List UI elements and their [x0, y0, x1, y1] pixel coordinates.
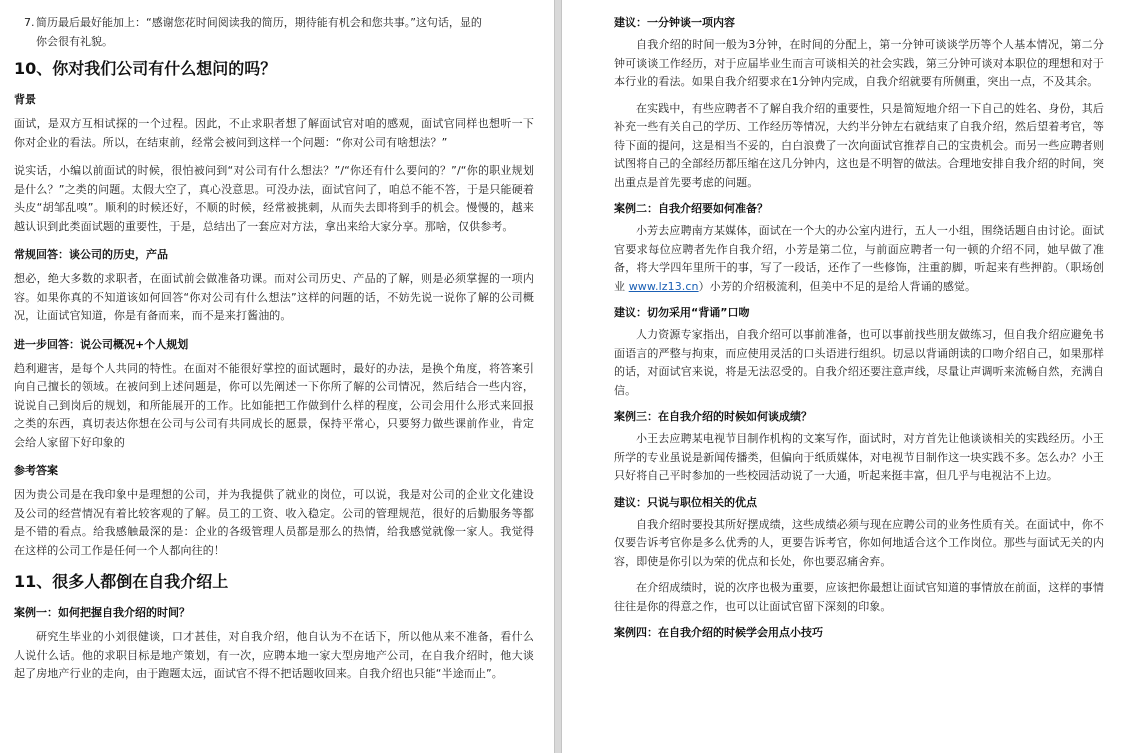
advice1-paragraph: 自我介绍的时间一般为3分钟，在时间的分配上，第一分钟可谈谈学历等个人基本情况，第二分钟可谈谈工作经历，对于应届毕业生而言可谈相关的社会实践，第三分钟可谈对本职位的理想和对于本行业的看法。如果自我介绍要求在1分钟内完成，自我介绍就要有所侧重，突出一点，不及其余。: [614, 38, 1104, 88]
case4-heading: 案例四：在自我介绍的时候学会用点小技巧: [614, 626, 823, 639]
practice-paragraph: 在实践中，有些应聘者不了解自我介绍的重要性，只是简短地介绍一下自己的姓名、身份，其后补充一些有关自己的学历、工作经历等情况，大约半分钟左右就结束了自我介绍，然后望着考官，等待下面的提问，这是相当不妥的，白白浪费了一次向面试官推荐自己的宝贵机会。而另一些应聘者则试图将自己的全部经历都压缩在这几分钟内，这也是不明智的做法。合理地安排自我介绍的时间，突出重点是首先要考虑的问题。: [614, 101, 1104, 189]
regular-answer-heading: 常规回答：谈公司的历史，产品: [14, 248, 168, 261]
further-answer-heading: 进一步回答：说公司概况+个人规划: [14, 337, 189, 351]
case2-paragraph: [614, 222, 1104, 296]
page-divider: [554, 0, 562, 753]
background-paragraph-1: 面试，是双方互相试探的一个过程。因此，不止求职者想了解面试官对咱的感观，面试官同样也想听一下你对企业的看法。所以，在结束前，经常会被问到这样一个问题：“你对公司有啥想法？”: [14, 117, 534, 149]
case2-text-after: ）小芳的介绍极流利，但美中不足的是给人背诵的感觉。: [698, 279, 977, 293]
list-number: 7.: [24, 16, 35, 29]
section-heading-11: 11、很多人都倒在自我介绍上: [14, 572, 229, 591]
source-link[interactable]: www.lz13.cn: [628, 279, 699, 293]
advice1-heading: 建议：一分钟谈一项内容: [614, 16, 735, 29]
case1-paragraph: 研究生毕业的小刘很健谈，口才甚佳，对自我介绍，他自认为不在话下，所以他从来不准备，看什么人说什么话。他的求职目标是地产策划，有一次，应聘本地一家大型房地产公司，在自我介绍时，他大谈起了房地产行业的走向，由于跑题太远，面试官不得不把话题收回来。自我介绍也只能“半途而止”。: [14, 630, 534, 680]
case3-paragraph: 小王去应聘某电视节目制作机构的文案写作，面试时，对方首先让他谈谈相关的实践经历。小王所学的专业虽说是新闻传播类，但偏向于纸质媒体，对电视节目制作这一块实践不多。怎么办？小王只好将自己平时参加的一些校园活动说了一大通，听起来挺丰富，但几乎与电视沾不上边。: [614, 432, 1104, 482]
case3-heading: 案例三：在自我介绍的时候如何谈成绩？: [614, 410, 812, 423]
list-item-7: [14, 14, 534, 51]
advice3-heading: 建议：只说与职位相关的优点: [614, 495, 757, 509]
advice3-paragraph: 自我介绍时要投其所好摆成绩，这些成绩必须与现在应聘公司的业务性质有关。在面试中，你不仅要告诉考官你是多么优秀的人，更要告诉考官，你如何地适合这个工作岗位。那些与面试无关的内容，即使是你引以为荣的优点和长处，你也要忍痛舍弃。: [614, 517, 1104, 568]
case1-heading: 案例一：如何把握自我介绍的时间？: [14, 606, 190, 619]
reference-answer-heading: 参考答案: [14, 464, 58, 477]
right-page: [562, 0, 1126, 753]
case2-heading: 案例二：自我介绍要如何准备？: [614, 202, 768, 215]
section-heading-10: 10、你对我们公司有什么想问的吗？: [14, 59, 277, 78]
list-text-line1: 简历最后最好能加上：“感谢您花时间阅读我的简历，期待能有机会和您共事。”这句话，显的: [36, 16, 482, 29]
background-paragraph-2: 说实话，小编以前面试的时候，很怕被问到“对公司有什么想法？”/“你还有什么要问的？”/“你的职业规划是什么？”之类的问题。太假大空了，真心没意思。可没办法，面试官问了，咱总不能不答，于是只能硬着头皮“胡邹乱嗅”。顺利的时候还好，不顺的时候，经常被挑刺，从而失去即将到手的机会。慢慢的，越来越认识到此类面试题的重要性，于是，总结出了一套应对方法，拿出来给大家分享。那啥，仅供参考。: [14, 164, 534, 233]
regular-answer-paragraph: 想必，绝大多数的求职者，在面试前会做准备功课。而对公司历史、产品的了解，则是必须掌握的一项内容。如果你真的不知道该如何回答“你对公司有什么想法”这样的问题的话，不妨先说一说你了解的公司概况，让面试官知道，你是有备而来，而不是来打酱油的。: [14, 272, 534, 322]
advice2-paragraph: 人力资源专家指出，自我介绍可以事前准备，也可以事前找些朋友做练习，但自我介绍应避免书面语言的严整与拘束，而应使用灵活的口头语进行组织。切忌以背诵朗读的口吻介绍自己，如果那样的话，对面试官来说，将是无法忍受的。自我介绍还要注意声线，尽量让声调听来流畅自然，充满自信。: [614, 328, 1104, 397]
background-heading: 背景: [14, 93, 36, 106]
case2-text-before: 小芳去应聘南方某媒体，面试在一个大的办公室内进行，五人一小组，围绕话题自由讨论。面试官要求每位应聘者先作自我介绍，小芳是第二位，与前面应聘者一句一顿的介绍不同，她早做了准备，将大学四年里所干的事，写了一段话，还作了一些修饰，注重韵脚，听起来有些押韵。（职场创业: [614, 224, 1104, 293]
order-paragraph: 在介绍成绩时，说的次序也极为重要，应该把你最想让面试官知道的事情放在前面，这样的事情往往是你的得意之作，也可以让面试官留下深刻的印象。: [614, 581, 1104, 613]
reference-answer-paragraph: 因为贵公司是在我印象中是理想的公司，并为我提供了就业的岗位，可以说，我是对公司的企业文化建设及公司的经营情况有着比较客观的了解。员工的工资、收入稳定。公司的管理规范，很好的后勤服务等都是不错的看点。给我感触最深的是：企业的各级管理人员都是那么的热情，给我感觉就像一家人。我觉得在这样的公司工作是任何一个人都向往的！: [14, 488, 534, 557]
list-text-line2: 你会很有礼貌。: [36, 34, 113, 48]
left-page: [0, 0, 554, 753]
further-answer-paragraph: 趋利避害，是每个人共同的特性。在面对不能很好掌控的面试题时，最好的办法，是换个角度，将答案引向自己擅长的领域。在被问到上述问题是，你可以先阐述一下你所了解的公司情况，然后结合一些内容，说说自己到岗后的规划，和所能展开的工作。比如能把工作做到什么样的程度，公司会用什么形式来回报之类的东西，真切表达你想在公司与公司有共同成长的愿景，保持平常心，只要努力做些课前作业，肯定会给人家留下好印象的: [14, 361, 534, 449]
advice2-heading: 建议：切勿采用“背诵”口吻: [614, 306, 750, 319]
